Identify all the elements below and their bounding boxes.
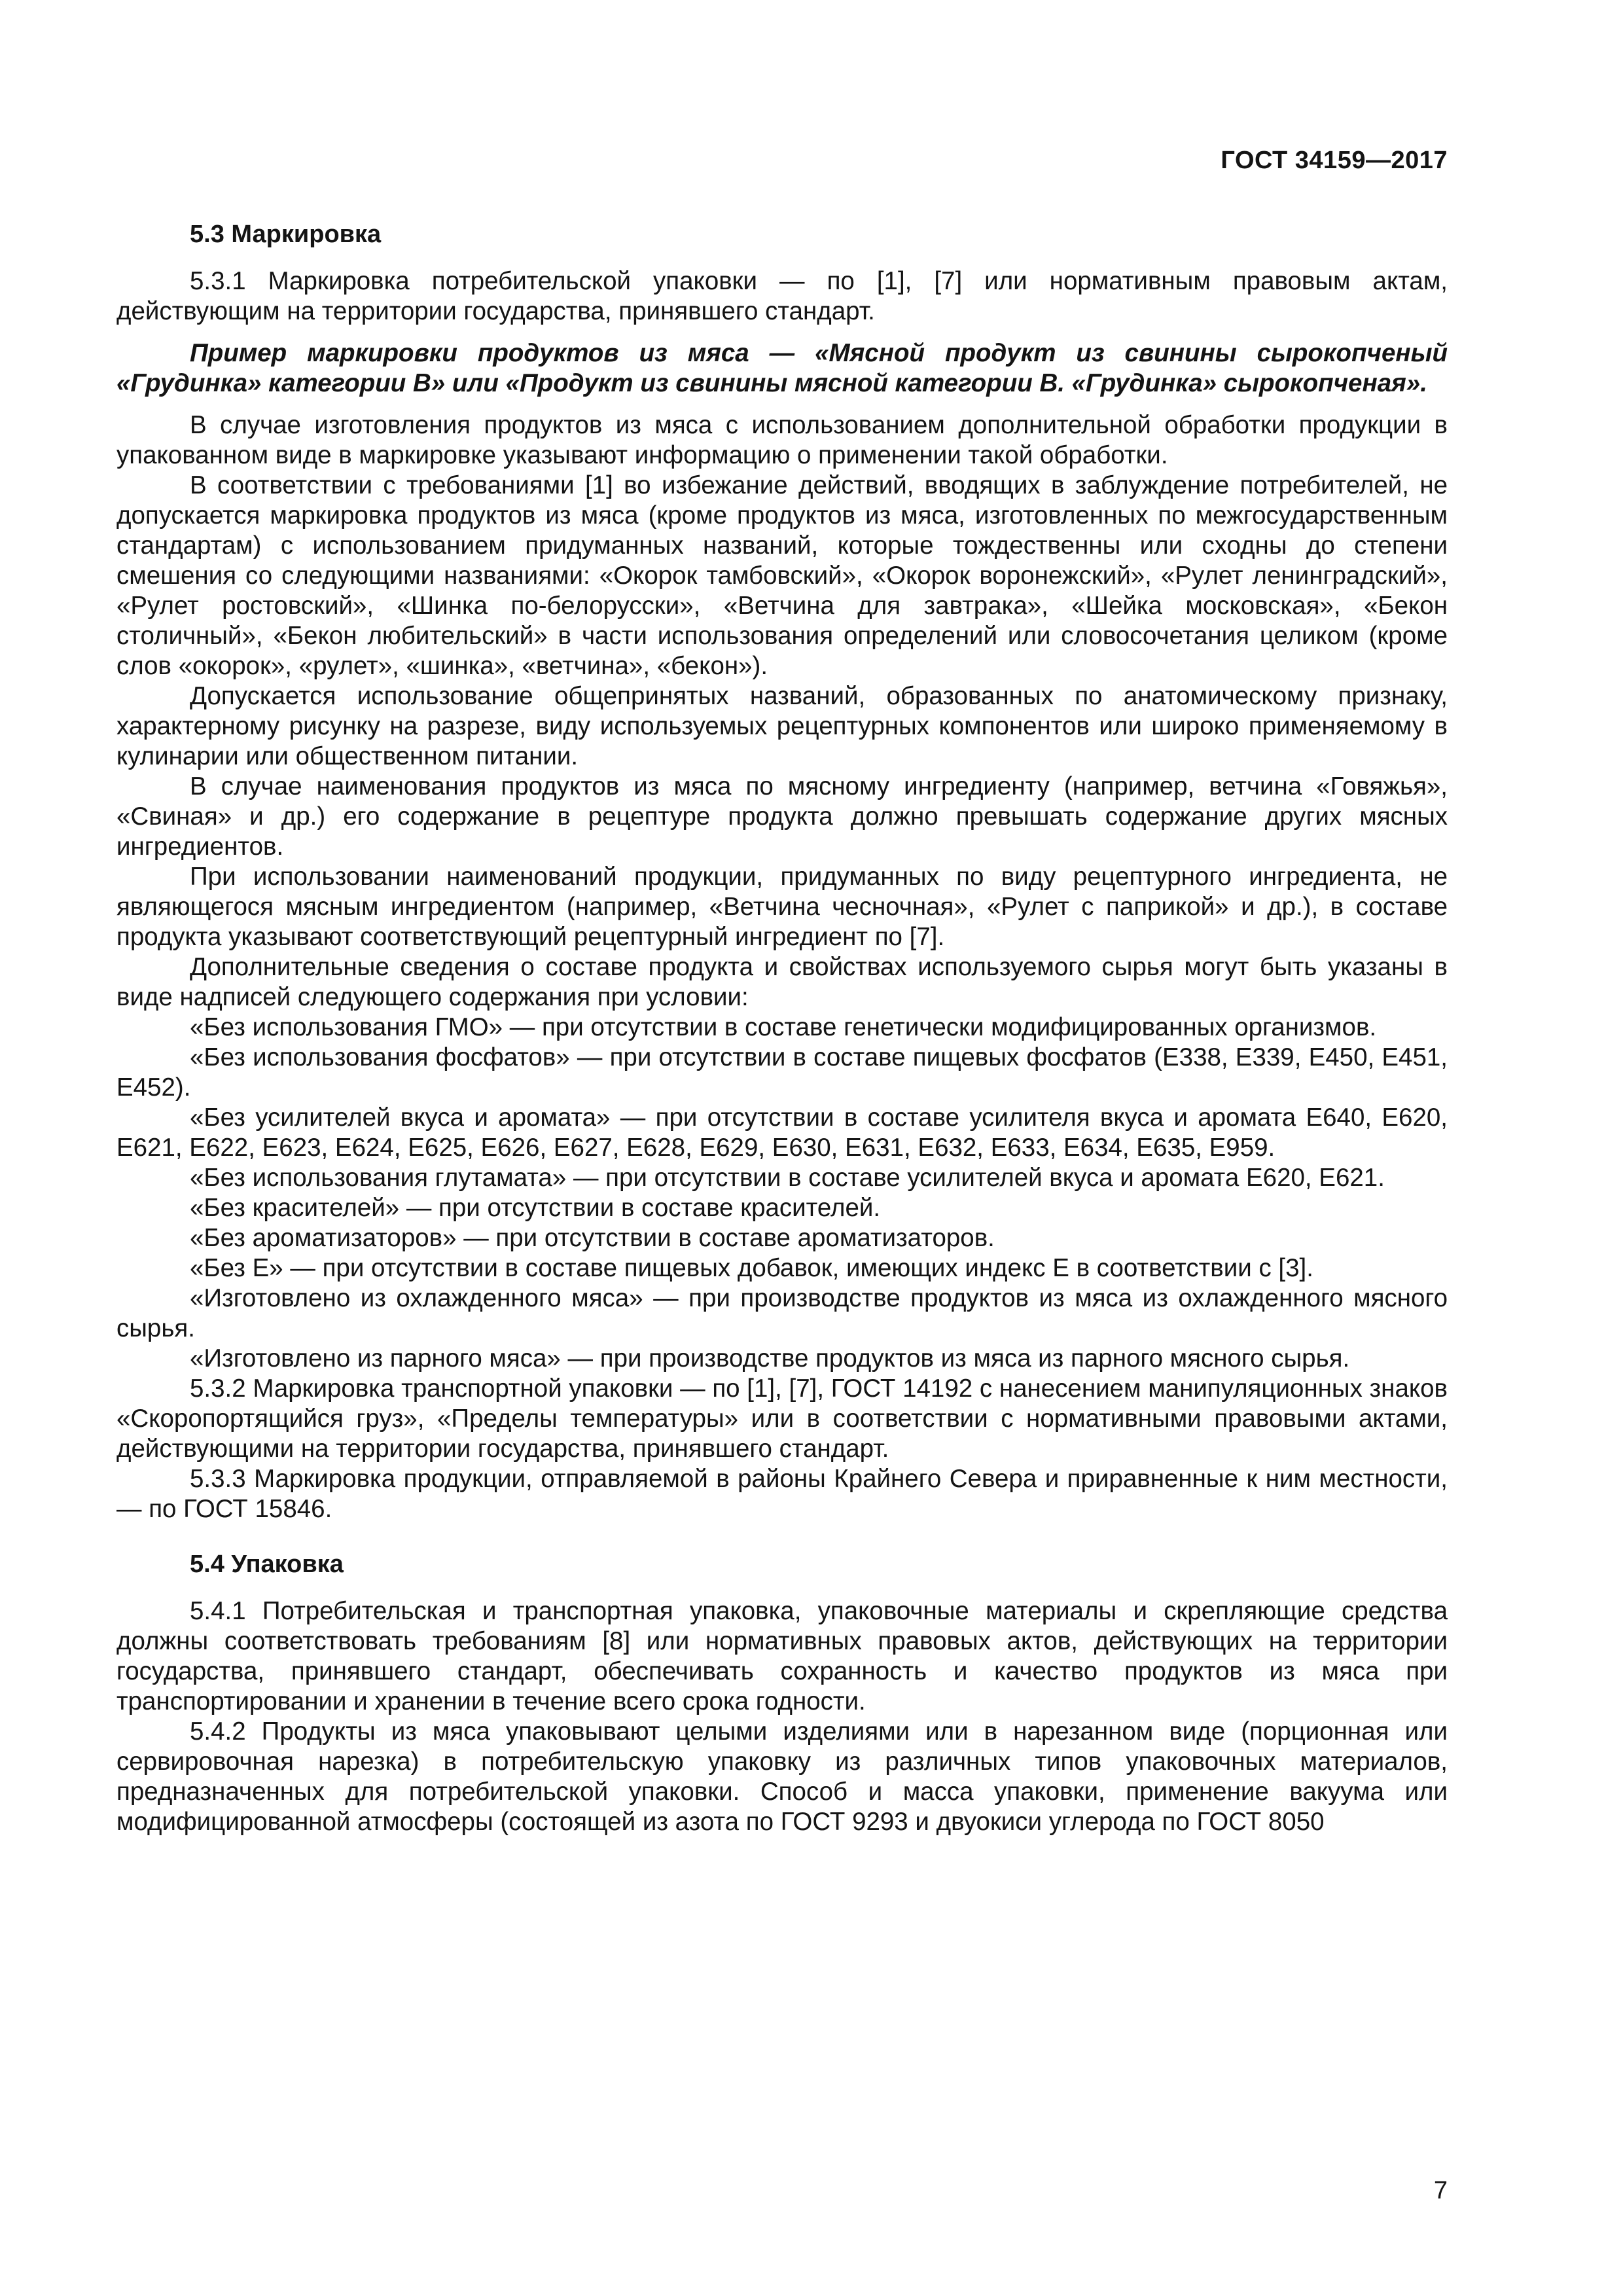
paragraph-5-3-2: 5.3.2 Маркировка транспортной упаковки — по [1], [7], ГОСТ 14192 с нанесением манипуляционных знаков «Скоропортящийся груз», «Пределы температуры» или в соответствии с нормативными правовыми актами, действующими на территории государства, принявшего стандарт.	[116, 1374, 1448, 1463]
claim-item: «Без использования глутамата» — при отсутствии в составе усилителей вкуса и аромата Е620, Е621.	[190, 1164, 1385, 1192]
standard-number: ГОСТ 34159—2017	[1221, 147, 1448, 174]
paragraph: В случае наименования продуктов из мяса по мясному ингредиенту (например, ветчина «Говяжья», «Свиная» и др.) его содержание в рецептуре продукта должно превышать содержание других мясных ингредиентов.	[116, 772, 1448, 861]
paragraph: В соответствии с требованиями [1] во избежание действий, вводящих в заблуждение потребителей, не допускается маркировка продуктов из мяса (кроме продуктов из мяса, изготовленных по межгосударственным стандартам) с использованием придуманных названий, которые тождественны или сходны до степени смешения со следующими названиями: «Окорок тамбовский», «Окорок воронежский», «Рулет ленинградский», «Рулет ростовский», «Шинка по-белорусски», «Ветчина для завтрака», «Шейка московская», «Бекон столичный», «Бекон любительский» в части использования определений или словосочетания целиком (кроме слов «окорок», «рулет», «шинка», «ветчина», «бекон»).	[116, 471, 1448, 680]
paragraph: При использовании наименований продукции, придуманных по виду рецептурного ингредиента, не являющегося мясным ингредиентом (например, «Ветчина чесночная», «Рулет с паприкой» и др.), в составе продукта указывают соответствующий рецептурный ингредиент по [7].	[116, 863, 1448, 951]
claim-item: «Без ароматизаторов» — при отсутствии в составе ароматизаторов.	[190, 1224, 995, 1252]
paragraph: В случае изготовления продуктов из мяса с использованием дополнительной обработки продукции в упакованном виде в маркировке указывают информацию о применении такой обработки.	[116, 411, 1448, 469]
claim-item: «Без усилителей вкуса и аромата» — при отсутствии в составе усилителя вкуса и аромата Е640, Е620, Е621, Е622, Е623, Е624, Е625, Е626, Е627, Е628, Е629, Е630, Е631, Е632, Е633, Е634, Е635, Е959.	[116, 1103, 1448, 1162]
claim-item: «Изготовлено из парного мяса» — при производстве продуктов из мяса из парного мясного сырья.	[190, 1344, 1350, 1372]
paragraph-5-4-1: 5.4.1 Потребительская и транспортная упаковка, упаковочные материалы и скрепляющие средства должны соответствовать требованиям [8] или нормативных правовых актов, действующих на территории государства, принявшего стандарт, обеспечивать сохранность и качество продуктов из мяса при транспортировании и хранении в течение всего срока годности.	[116, 1597, 1448, 1715]
paragraph: Допускается использование общепринятых названий, образованных по анатомическому признаку, характерному рисунку на разрезе, виду используемых рецептурных компонентов или широко применяемому в кулинарии или общественном питании.	[116, 682, 1448, 770]
claim-item: «Без красителей» — при отсутствии в составе красителей.	[190, 1194, 881, 1222]
document-header	[0, 147, 1623, 175]
paragraph-5-3-3: 5.3.3 Маркировка продукции, отправляемой в районы Крайнего Севера и приравненные к ним местности, — по ГОСТ 15846.	[116, 1465, 1448, 1523]
claim-item: «Изготовлено из охлажденного мяса» — при производстве продуктов из мяса из охлажденного мясного сырья.	[116, 1284, 1448, 1342]
section-title-5-3: 5.3 Маркировка	[190, 221, 382, 248]
claim-item: «Без использования ГМО» — при отсутствии в составе генетически модифицированных организмов.	[190, 1013, 1377, 1041]
paragraph: Дополнительные сведения о составе продукта и свойствах используемого сырья могут быть указаны в виде надписей следующего содержания при условии:	[116, 953, 1448, 1011]
page-content	[116, 219, 1448, 1837]
paragraph-5-3-1: 5.3.1 Маркировка потребительской упаковки — по [1], [7] или нормативным правовым актам, действующим на территории государства, принявшего стандарт.	[116, 267, 1448, 325]
page-number: 7	[1433, 2177, 1448, 2204]
example-paragraph: Пример маркировки продуктов из мяса — «Мясной продукт из свинины сырокопченый «Грудинка» категории В» или «Продукт из свинины мясной категории В. «Грудинка» сырокопченая».	[116, 339, 1448, 397]
claim-item: «Без Е» — при отсутствии в составе пищевых добавок, имеющих индекс Е в соответствии с [3].	[190, 1254, 1313, 1282]
paragraph-5-4-2: 5.4.2 Продукты из мяса упаковывают целыми изделиями или в нарезанном виде (порционная или сервировочная нарезка) в потребительскую упаковку из различных типов упаковочных материалов, предназначенных для потребительской упаковки. Способ и масса упаковки, применение вакуума или модифицированной атмосферы (состоящей из азота по ГОСТ 9293 и двуокиси углерода по ГОСТ 8050	[116, 1717, 1448, 1836]
section-title-5-4: 5.4 Упаковка	[190, 1551, 344, 1578]
claim-item: «Без использования фосфатов» — при отсутствии в составе пищевых фосфатов (Е338, Е339, Е450, Е451, Е452).	[116, 1043, 1448, 1102]
